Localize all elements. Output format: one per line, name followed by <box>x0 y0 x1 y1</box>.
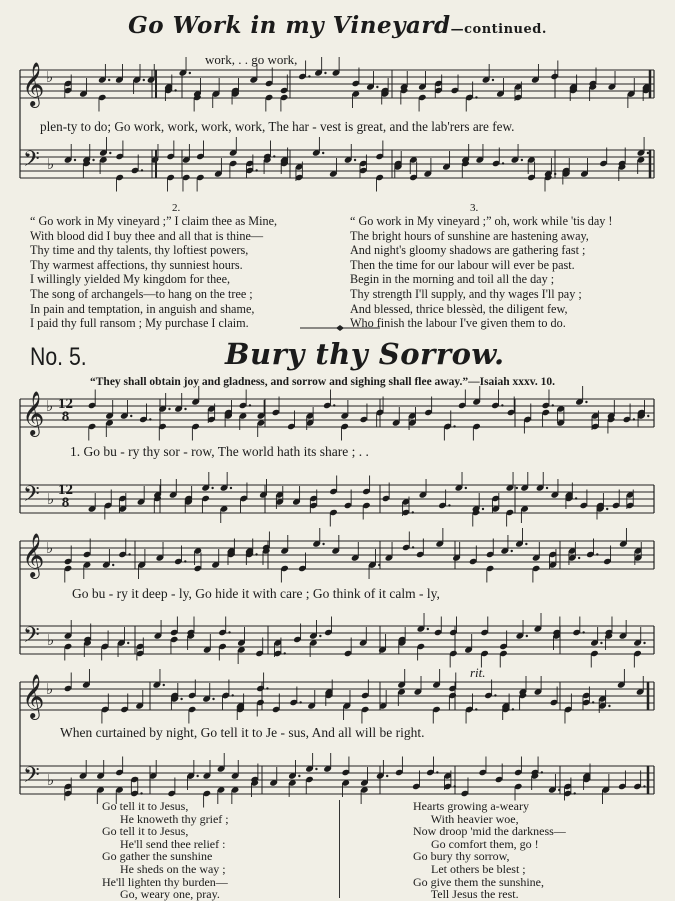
dot <box>482 508 484 510</box>
dot <box>512 708 514 710</box>
treble-clef-icon: 𝄞 <box>22 533 45 577</box>
dot <box>453 785 455 787</box>
time-sig-top-bass: 12 <box>58 482 73 498</box>
dot <box>541 771 543 773</box>
dot <box>436 771 438 773</box>
dot <box>228 631 230 633</box>
dot <box>412 511 414 513</box>
dot <box>130 415 132 417</box>
lyric-above-staff: work, . . go work, <box>205 52 298 67</box>
dot <box>149 418 151 420</box>
flat-icon: ♭ <box>46 397 54 415</box>
dot <box>255 169 257 171</box>
ornamental-divider <box>300 325 380 331</box>
title-text: Go Work in my Vineyard <box>128 12 451 39</box>
dot <box>196 775 198 777</box>
dot <box>168 408 170 410</box>
treble-clef-icon: 𝄞 <box>22 674 45 718</box>
dot <box>633 418 635 420</box>
dot <box>308 75 310 77</box>
treble-clef-icon: 𝄞 <box>22 391 45 435</box>
lyric-line-piece1: plen-ty to do; Go work, work, work, work, The har - vest is great, and the lab'rers are few. <box>40 119 515 134</box>
dot <box>578 557 580 559</box>
dot <box>284 652 286 654</box>
dot <box>74 159 76 161</box>
flat-icon: ♭ <box>47 490 55 508</box>
dot <box>647 152 649 154</box>
dot <box>448 504 450 506</box>
dot <box>109 152 111 154</box>
dot <box>211 487 213 489</box>
continued-label: —continued. <box>450 22 547 37</box>
dot <box>647 415 649 417</box>
dot <box>596 553 598 555</box>
dot <box>606 508 608 510</box>
dot <box>184 408 186 410</box>
dot <box>127 642 129 644</box>
dot <box>558 789 560 791</box>
dot <box>273 155 275 157</box>
lyric-system-2: Go bu - ry it deep - ly, Go hide it with care ; Go think of it calm - ly, <box>72 586 440 601</box>
time-signature-bass <box>58 484 73 510</box>
time-sig-bottom: 8 <box>61 409 70 425</box>
time-sig-top: 12 <box>58 396 73 412</box>
dot <box>582 631 584 633</box>
hymn-title: Bury thy Sorrow. <box>225 337 505 371</box>
dot <box>298 775 300 777</box>
time-signature-treble <box>58 398 73 424</box>
dot <box>140 792 142 794</box>
dot <box>492 79 494 81</box>
dot <box>354 159 356 161</box>
bass-clef-icon: 𝄢 <box>23 763 40 793</box>
dot <box>475 96 477 98</box>
dot <box>521 159 523 161</box>
time-sig-bottom-bass: 8 <box>61 495 70 511</box>
flat-icon: ♭ <box>46 68 54 86</box>
bass-clef-icon: 𝄢 <box>23 623 40 653</box>
verse-3-number: 3. <box>470 202 479 214</box>
dot <box>575 497 577 499</box>
dot <box>378 564 380 566</box>
dot <box>643 785 645 787</box>
dot <box>546 487 548 489</box>
dot <box>322 152 324 154</box>
dot <box>386 775 388 777</box>
dot <box>180 698 182 700</box>
dot <box>592 701 594 703</box>
verse-2-number: 2. <box>172 202 181 214</box>
treble-clef-icon: 𝄞 <box>22 62 45 106</box>
dot <box>266 687 268 689</box>
scripture-epigraph: “They shall obtain joy and gladness, and sorrow and sighing shall flee away.”—Isaiah xxxv. 10. <box>90 376 556 388</box>
verse-3-text: “ Go work in My vineyard ;” oh, work while 'tis day ! The bright hours of sunshine are hastening away, And night's gloomy shadows are gathering fast ; Then the time for our labour will ever be past. Begin in the morning and toil all the day ; Thy strength I'll supply, and thy wages I'll pay ; And blessed, thrice blessèd, the diligent few, Who finish the labour I've given them to do. <box>350 214 613 331</box>
flat-icon: ♭ <box>46 539 54 557</box>
dot <box>184 560 186 562</box>
verse-left-text: Go tell it to Jesus, He knoweth thy grief ; Go tell it to Jesus, He'll send thee relief : Go gather the sunshine He sheds on the way ; He'll lighten thy burden— Go, weary one, pray. <box>102 799 229 901</box>
verse-2-text: “ Go work in My vineyard ;” I claim thee as Mine, With blood did I buy thee and all that is thine— Thy time and thy talents, thy loftiest powers, Thy warmest affections, thy sunniest hours. I willingly yielded My kingdom for thee, The song of archangels—to hang on the tree ; In pain and temptation, in anguish and shame, I paid thy full ransom ; My purchase I claim. <box>30 214 278 331</box>
dot <box>465 487 467 489</box>
dot <box>608 705 610 707</box>
dot <box>322 543 324 545</box>
dot <box>141 169 143 171</box>
dot <box>526 635 528 637</box>
dot <box>475 708 477 710</box>
dot <box>502 162 504 164</box>
flat-icon: ♭ <box>46 680 54 698</box>
dot <box>333 404 335 406</box>
dot <box>552 404 554 406</box>
dot <box>92 159 94 161</box>
dot <box>212 698 214 700</box>
flat-icon: ♭ <box>47 155 55 173</box>
dot <box>585 401 587 403</box>
dot <box>600 642 602 644</box>
dot <box>516 487 518 489</box>
dot <box>315 768 317 770</box>
dot <box>128 553 130 555</box>
dot <box>230 487 232 489</box>
lyric-system-1: 1. Go bu - ry thy sor - row, The world hath its share ; . . <box>70 444 369 459</box>
dot <box>511 550 513 552</box>
bass-clef-icon: 𝄢 <box>23 482 40 512</box>
dot <box>112 564 114 566</box>
bass-clef-icon: 𝄢 <box>23 147 40 177</box>
dot <box>255 553 257 555</box>
dot <box>554 173 556 175</box>
dot <box>501 404 503 406</box>
dot <box>324 72 326 74</box>
verse-column-divider <box>339 800 340 898</box>
dot <box>643 642 645 644</box>
dot <box>573 792 575 794</box>
dot <box>249 404 251 406</box>
dot <box>319 635 321 637</box>
dot <box>143 79 145 81</box>
dot <box>494 694 496 696</box>
dot <box>525 543 527 545</box>
lyric-system-3: When curtained by night, Go tell it to Je - sus, And all will be right. <box>60 725 425 740</box>
ritardando-marking: rit. <box>470 665 486 680</box>
dot <box>412 546 414 548</box>
dot <box>427 628 429 630</box>
dot <box>453 425 455 427</box>
dot <box>189 72 191 74</box>
dot <box>108 79 110 81</box>
hymn-number: No. 5. <box>30 343 87 371</box>
flat-icon: ♭ <box>47 771 55 789</box>
dot <box>174 89 176 91</box>
flat-icon: ♭ <box>47 631 55 649</box>
verse-right-text: Hearts growing a-weary With heavier woe, Now droop 'mid the darkness— Go comfort them, go ! Go bury thy sorrow, Let others be blest ; Go give them the sunshine, Tell Jesus the rest. <box>413 799 566 901</box>
dot <box>299 701 301 703</box>
dot <box>231 694 233 696</box>
dot <box>376 86 378 88</box>
dot <box>163 684 165 686</box>
